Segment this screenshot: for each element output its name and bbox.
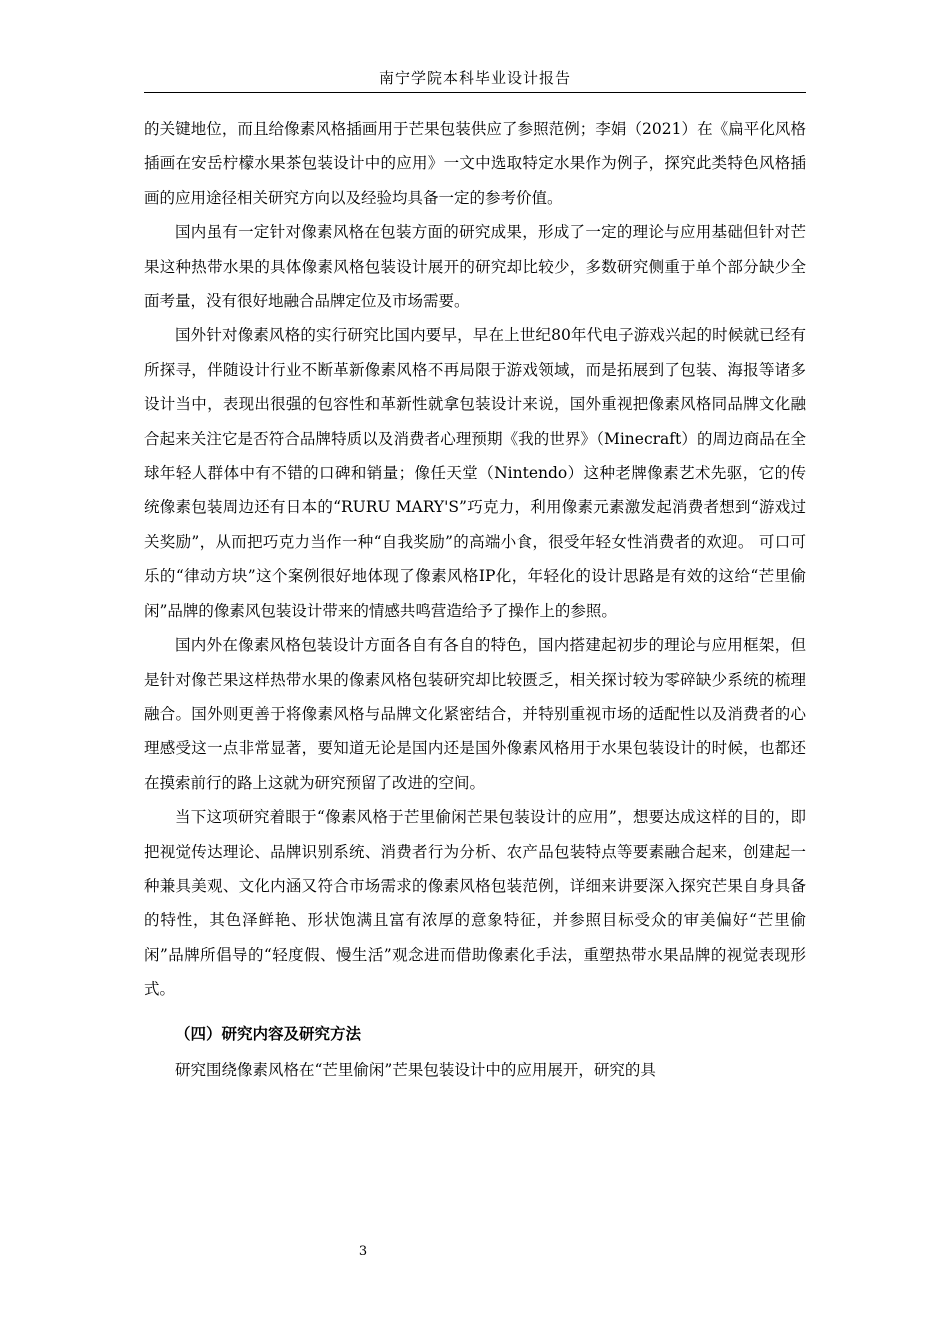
paragraph-1: 的关键地位，而且给像素风格插画用于芒果包装供应了参照范例；李娟（2021）在《扁平化风格插画在安岳柠檬水果茶包装设计中的应用》一文中选取特定水果作为例子，探究此类特色风格插画的应用途径相关研究方向以及经验均具备一定的参考价值。 <box>144 120 806 207</box>
paragraph-3: 国外针对像素风格的实行研究比国内要早，早在上世纪80年代电子游戏兴起的时候就已经有所探寻，伴随设计行业不断革新像素风格不再局限于游戏领域，而是拓展到了包装、海报等诸多设计当中，表现出很强的包容性和革新性就拿包装设计来说，国外重视把像素风格同品牌文化融合起来关注它是否符合品牌特质以及消费者心理预期《我的世界》（Minecraft）的周边商品在全球年轻人群体中有不错的口碑和销量；像任天堂（Nintendo）这种老牌像素艺术先驱，它的传统像素包装周边还有日本的“RURU MARY'S”巧克力，利用像素元素激发起消费者想到“游戏过关奖励”，从而把巧克力当作一种“自我奖励”的高端小食，很受年轻女性消费者的欢迎。 可口可乐的“律动方块”这个案例很好地体现了像素风格IP化，年轻化的设计思路是有效的这给“芒里偷闲”品牌的像素风包装设计带来的情感共鸣营造给予了操作上的参照。 <box>144 326 806 620</box>
page-header: 南宁学院本科毕业设计报告 <box>144 64 806 93</box>
document-body <box>144 112 806 1087</box>
section-heading: （四）研究内容及研究方法 <box>175 1023 362 1043</box>
page-number: 3 <box>358 1244 368 1259</box>
paragraph-5: 当下这项研究着眼于“像素风格于芒里偷闲芒果包装设计的应用”，想要达成这样的目的，即把视觉传达理论、品牌识别系统、消费者行为分析、农产品包装特点等要素融合起来，创建起一种兼具美观、文化内涵又符合市场需求的像素风格包装范例，详细来讲要深入探究芒果自身具备的特性，其色泽鲜艳、形状饱满且富有浓厚的意象特征，并参照目标受众的审美偏好“芒里偷闲”品牌所倡导的“轻度假、慢生活”观念进而借助像素化手法，重塑热带水果品牌的视觉表现形式。 <box>144 808 806 999</box>
paragraph-6: 研究围绕像素风格在“芒里偷闲”芒果包装设计中的应用展开，研究的具 <box>175 1060 656 1079</box>
paragraph-4: 国内外在像素风格包装设计方面各自有各自的特色，国内搭建起初步的理论与应用框架，但是针对像芒果这样热带水果的像素风格包装研究却比较匮乏，相关探讨较为零碎缺少系统的梳理融合。国外则更善于将像素风格与品牌文化紧密结合，并特别重视市场的适配性以及消费者的心理感受这一点非常显著，要知道无论是国内还是国外像素风格用于水果包装设计的时候，也都还在摸索前行的路上这就为研究预留了改进的空间。 <box>144 636 806 792</box>
paragraph-2: 国内虽有一定针对像素风格在包装方面的研究成果，形成了一定的理论与应用基础但针对芒果这种热带水果的具体像素风格包装设计展开的研究却比较少，多数研究侧重于单个部分缺少全面考量，没有很好地融合品牌定位及市场需要。 <box>144 223 806 311</box>
